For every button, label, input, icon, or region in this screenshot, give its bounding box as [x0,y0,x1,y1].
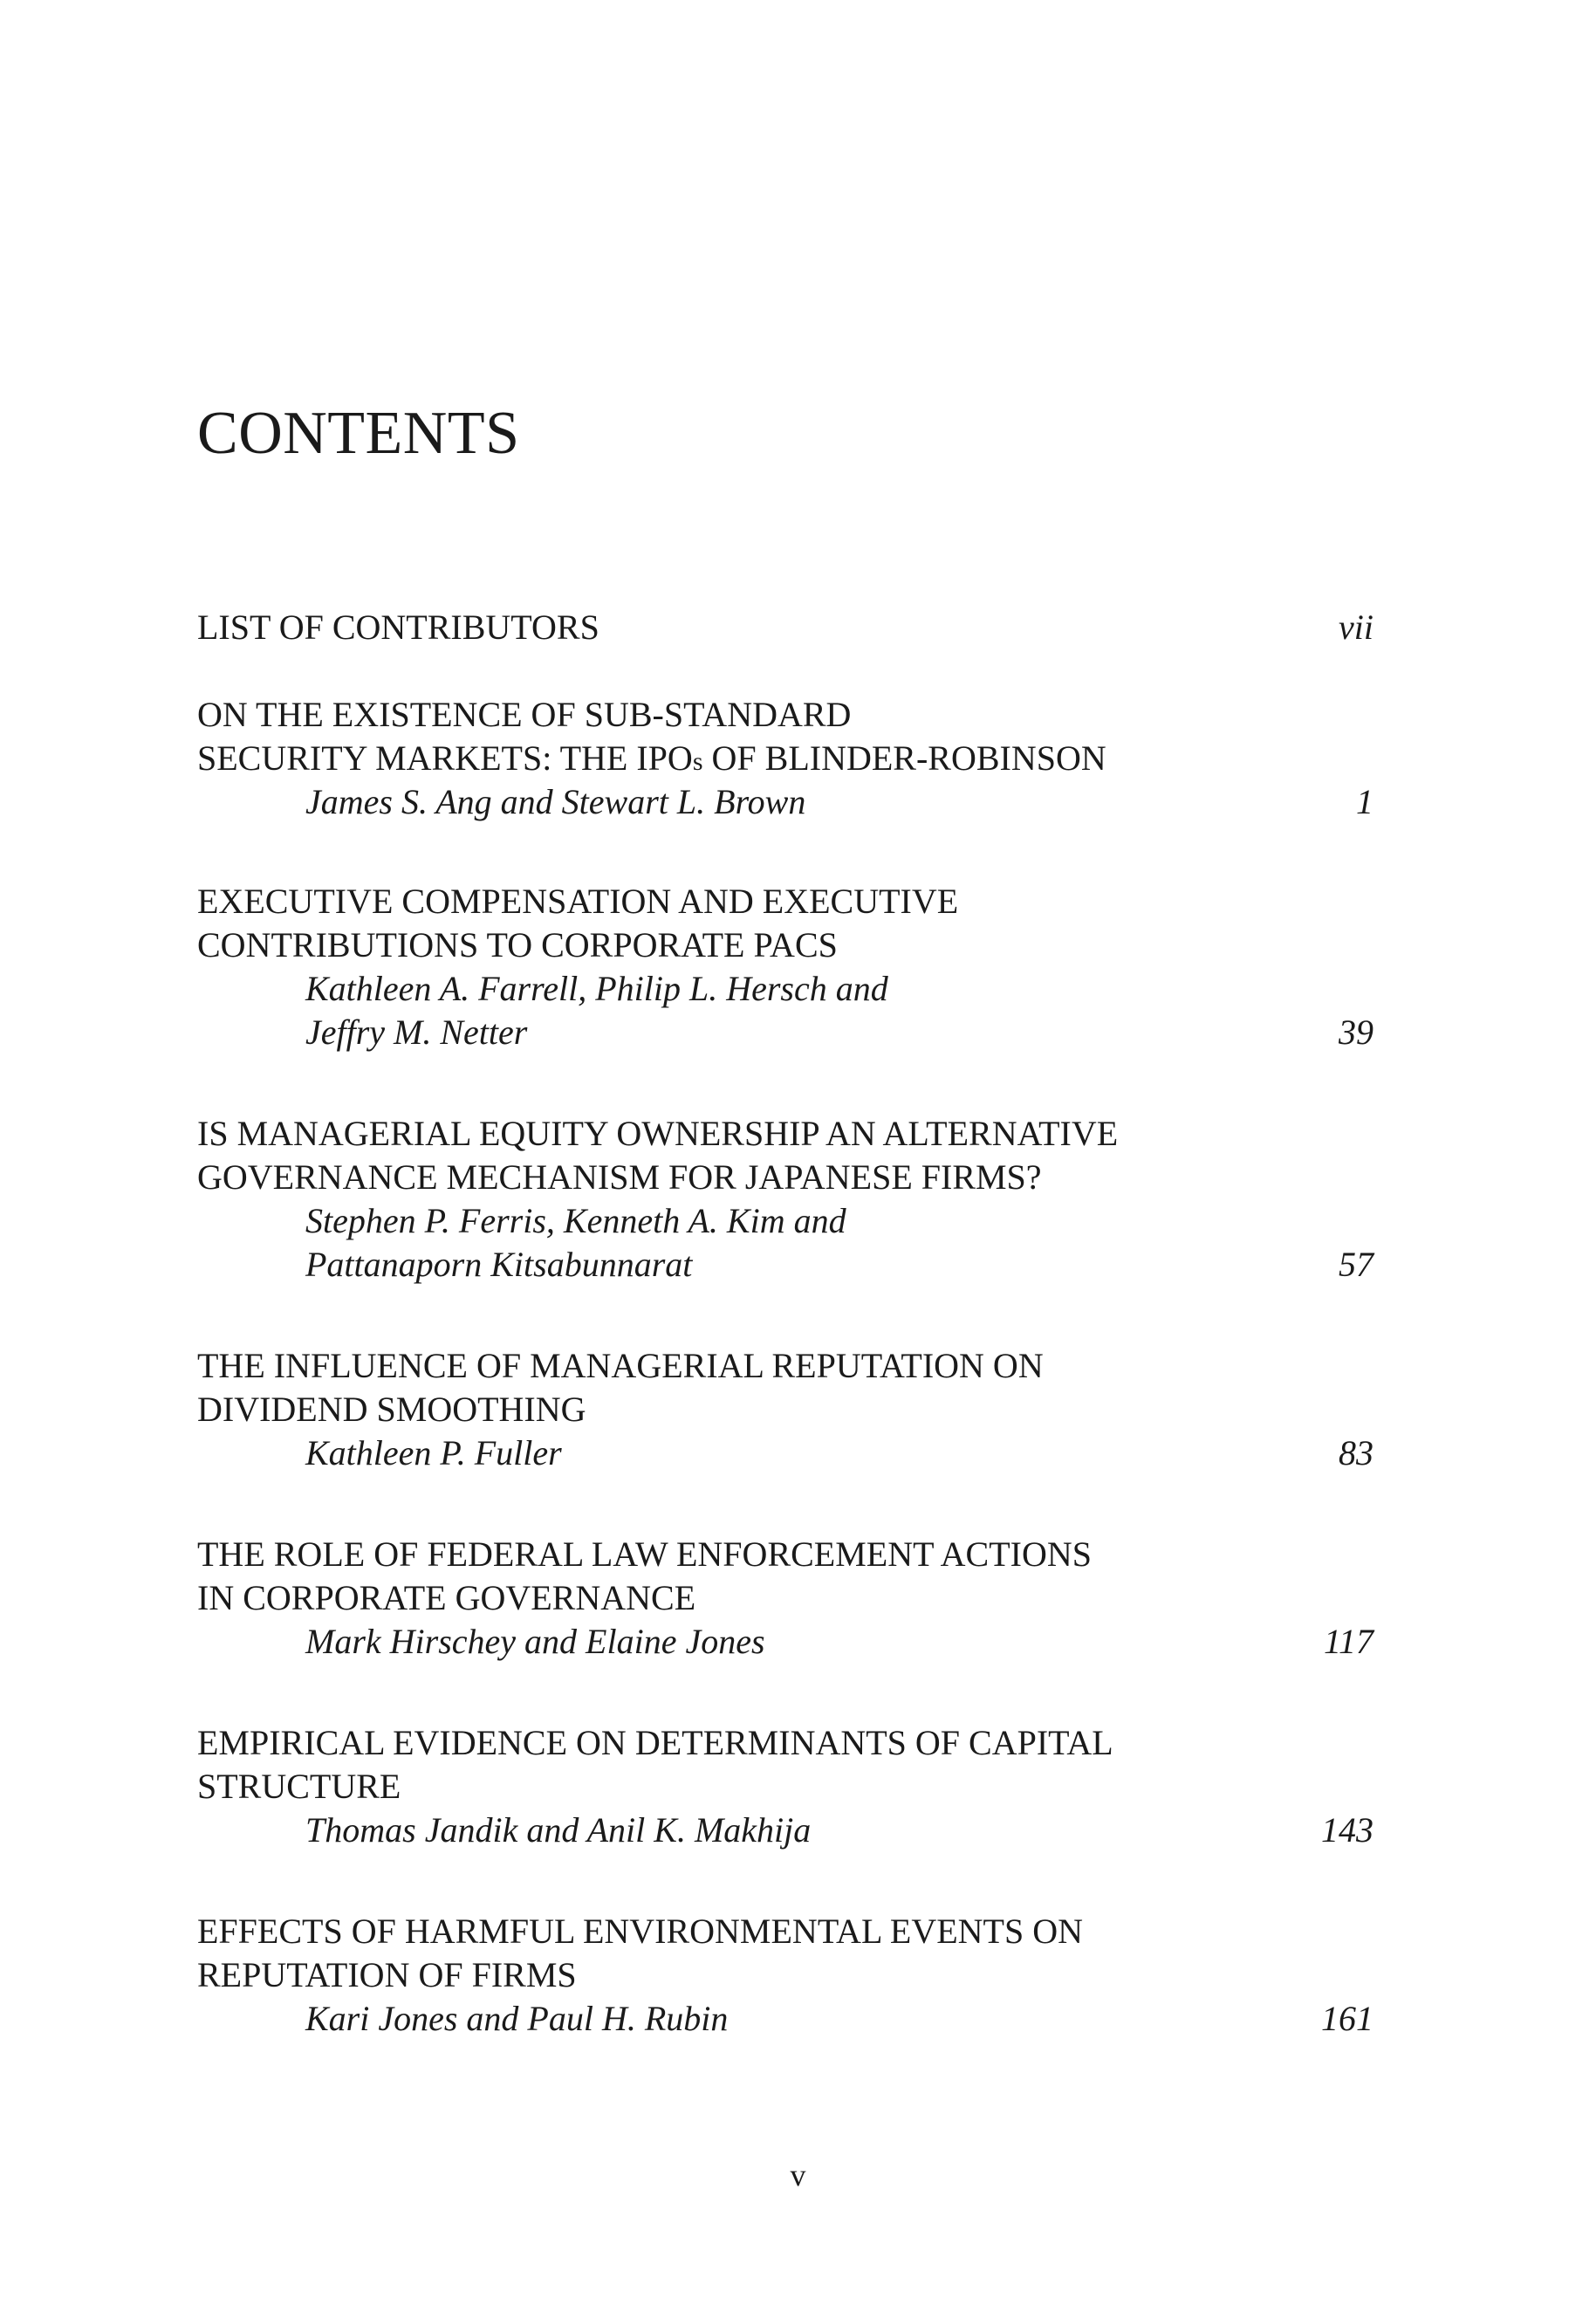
toc-entry-title: THE INFLUENCE OF MANAGERIAL REPUTATION ON [197,1346,1044,1385]
toc-page-number: 39 [1339,1012,1373,1052]
toc-entry-title: REPUTATION OF FIRMS [197,1955,577,1994]
toc-entry-authors: Pattanaporn Kitsabunnarat [305,1245,693,1284]
toc-entry-title: IN CORPORATE GOVERNANCE [197,1578,696,1617]
toc-entry-title: EXECUTIVE COMPENSATION AND EXECUTIVE [197,882,959,921]
toc-entry-authors: James S. Ang and Stewart L. Brown [305,782,806,821]
toc-entry-authors: Jeffry M. Netter [305,1012,528,1052]
toc-page-number: 161 [1321,1999,1373,2038]
toc-page-number: 57 [1339,1245,1373,1284]
toc-entry-title: GOVERNANCE MECHANISM FOR JAPANESE FIRMS? [197,1157,1042,1197]
page-title: CONTENTS [197,400,520,467]
toc-entry-authors: Kathleen A. Farrell, Philip L. Hersch and [305,969,888,1008]
toc-entry-title: STRUCTURE [197,1767,401,1806]
toc-entry-title-part: SECURITY MARKETS: THE IPO [197,738,693,778]
toc-entry-authors: Stephen P. Ferris, Kenneth A. Kim and [305,1201,846,1240]
toc-page-number: 1 [1356,782,1373,821]
toc-entry-authors: Kari Jones and Paul H. Rubin [305,1999,729,2038]
toc-entry-title: CONTRIBUTIONS TO CORPORATE PACS [197,925,838,964]
toc-entry-title: LIST OF CONTRIBUTORS [197,607,599,647]
toc-entry-title-part: OF BLINDER-ROBINSON [702,738,1106,778]
toc-entry-title-part: s [692,747,703,776]
toc-entry-title: THE ROLE OF FEDERAL LAW ENFORCEMENT ACTIONS [197,1534,1092,1574]
toc-entry-title: DIVIDEND SMOOTHING [197,1390,586,1429]
toc-entry-title: EFFECTS OF HARMFUL ENVIRONMENTAL EVENTS ON [197,1912,1083,1951]
toc-entry-title: IS MANAGERIAL EQUITY OWNERSHIP AN ALTERNATIVE [197,1114,1119,1153]
toc-entry-title: ON THE EXISTENCE OF SUB-STANDARD [197,695,852,734]
toc-page-number: 143 [1321,1810,1373,1850]
toc-page-number: 83 [1339,1433,1373,1472]
page-folio: v [790,2158,806,2193]
toc-page-number: 117 [1323,1622,1373,1661]
toc-entry-authors: Thomas Jandik and Anil K. Makhija [305,1810,812,1850]
toc-entry-title [197,737,1106,784]
toc-page-number: vii [1339,607,1373,647]
toc-entry-title: EMPIRICAL EVIDENCE ON DETERMINANTS OF CAPITAL [197,1723,1113,1762]
toc-entry-authors: Kathleen P. Fuller [305,1433,562,1472]
toc-entry-authors: Mark Hirschey and Elaine Jones [305,1622,765,1661]
